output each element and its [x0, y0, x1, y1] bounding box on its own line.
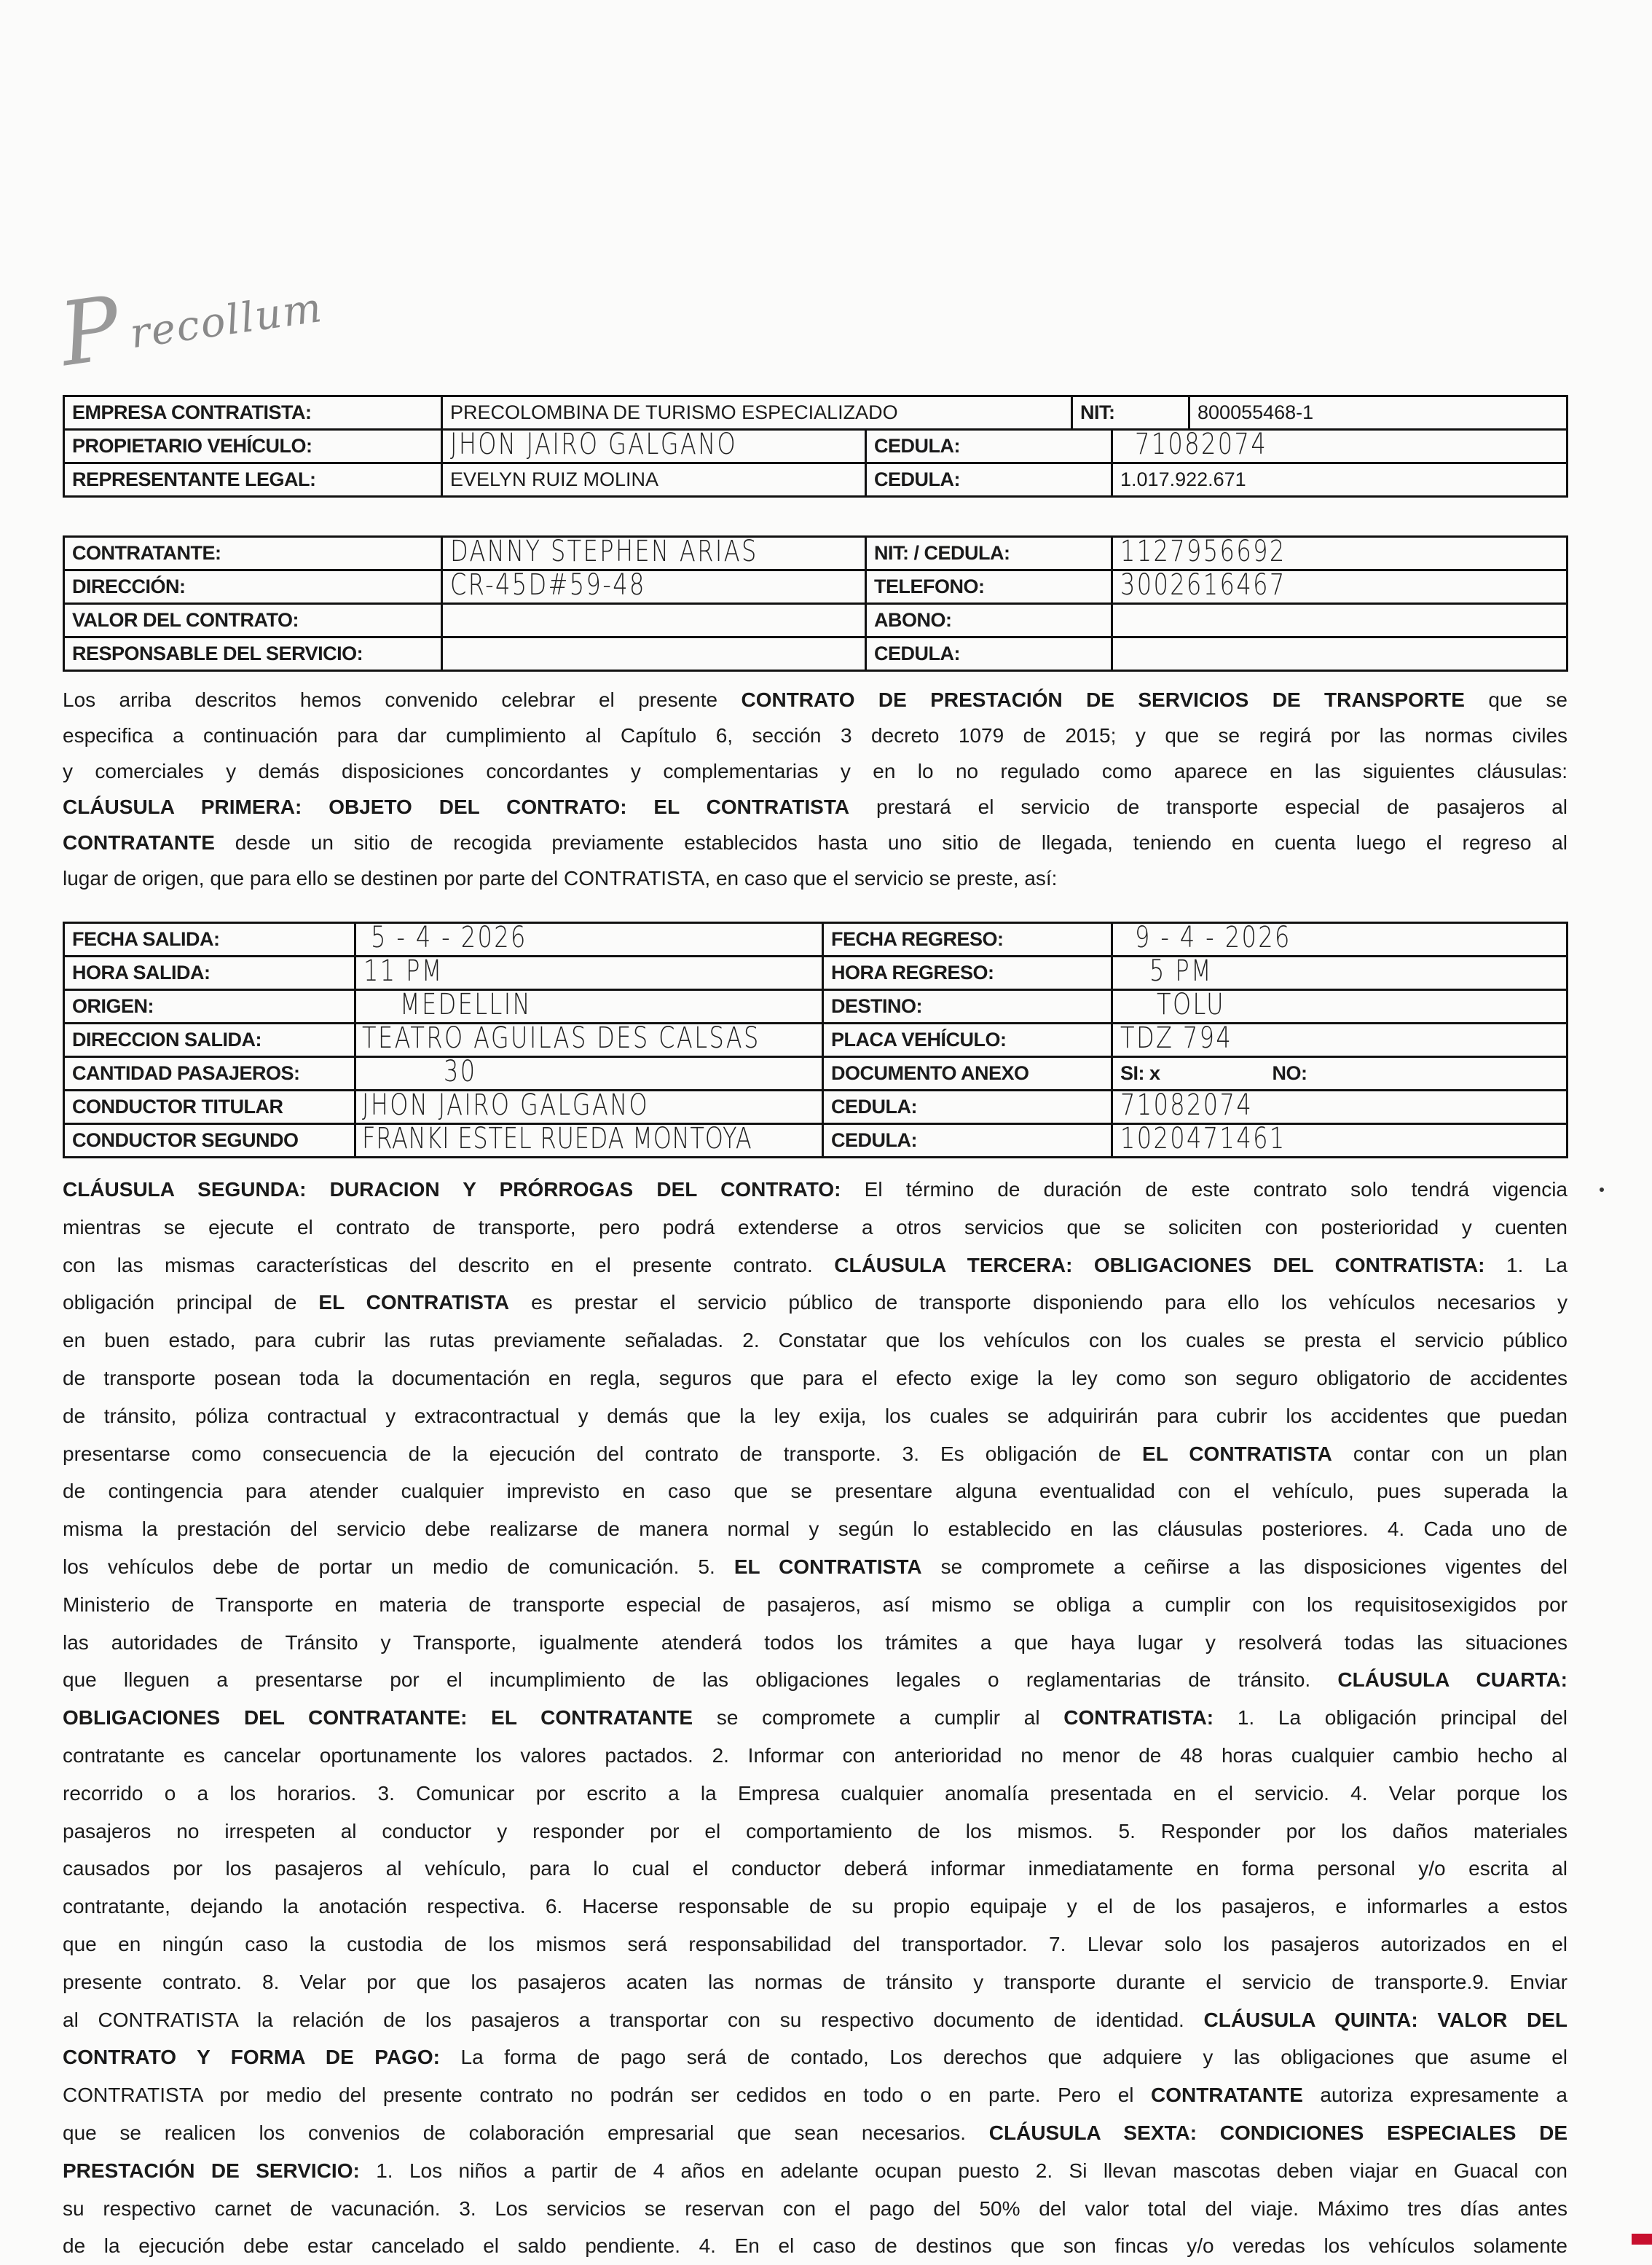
direccion-salida-label: DIRECCION SALIDA: [64, 1024, 355, 1057]
origen-cell [355, 990, 823, 1024]
cedula-label: CEDULA: [866, 637, 1112, 671]
text-line [63, 2076, 1568, 2114]
contratante-cedula: 1127956692 [1120, 535, 1286, 568]
table-row [64, 570, 1568, 604]
text-line [63, 1775, 1568, 1813]
hora-salida-cell [355, 954, 823, 990]
anexo-si-checkbox[interactable]: SI: x [1112, 1057, 1265, 1091]
bold-text: CONTRATANTE [63, 831, 215, 854]
intro-paragraph [63, 682, 1568, 896]
table-row [64, 1057, 1568, 1091]
propietario-value: JHON JAIRO GALGANO [450, 428, 738, 461]
body-text: presentarse como consecuencia de la ejecución del contrato de transporte. 3. Es obligación de [63, 1442, 1143, 1465]
hora-regreso-label: HORA REGRESO: [823, 957, 1112, 990]
body-text: 1. La obligación principal del [1214, 1706, 1568, 1730]
bold-text: EL CONTRATISTA [1142, 1442, 1332, 1465]
hora-regreso-cell [1112, 954, 1568, 990]
bold-text: CONTRATANTE [1150, 2084, 1303, 2107]
table-row [64, 957, 1568, 990]
text-line [63, 1359, 1568, 1397]
company-table [63, 395, 1568, 498]
origen-value: MEDELLIN [400, 988, 532, 1021]
direccion-label: DIRECCIÓN: [64, 570, 442, 604]
body-text: 1. La [1484, 1253, 1568, 1276]
conductor-segundo-value: FRANKI ESTEL RUEDA MONTOYA [362, 1122, 752, 1155]
contratante-label: CONTRATANTE: [64, 537, 442, 570]
text-line [63, 1586, 1568, 1624]
body-text: de tránsito, póliza contractual y extracontractual y demás que la ley exija, los cuales se adquirirán para cubrir los accidentes que puedan [63, 1404, 1568, 1427]
segundo-cedula-value: 1020471461 [1120, 1122, 1286, 1155]
anexo-no-checkbox[interactable]: NO: [1265, 1057, 1568, 1091]
body-text: que en ningún caso la custodia de los mismos será responsabilidad del transportador. 7. Llevar solo los pasajeros autorizados en el [63, 1932, 1568, 1955]
text-line [63, 1435, 1568, 1473]
placa-value: TDZ 794 [1120, 1021, 1233, 1055]
responsable-cedula [1112, 637, 1568, 671]
table-row [64, 923, 1568, 957]
bold-text: CLÁUSULA QUINTA: VALOR DEL [1203, 2008, 1568, 2031]
fecha-salida-cell [355, 923, 823, 957]
contratante-value: DANNY STEPHEN ARIAS [450, 535, 758, 568]
body-text: lugar de origen, que para ello se destinen por parte del CONTRATISTA, en caso que el servicio se preste, así: [63, 867, 1058, 890]
valor-label: VALOR DEL CONTRATO: [64, 604, 442, 637]
bold-text: CONTRATO DE PRESTACIÓN DE SERVICIOS DE TRANSPORTE [741, 688, 1465, 711]
table-row [64, 1124, 1568, 1158]
body-text: con las mismas características del descrito en el presente contrato. [63, 1253, 835, 1276]
body-text: que lleguen a presentarse por el incumplimiento de las obligaciones legales o reglamentarias de tránsito. [63, 1668, 1338, 1692]
body-text: desde un sitio de recogida previamente establecidos hasta uno sitio de llegada, teniendo en cuenta luego el regreso al [214, 831, 1568, 854]
cedula-label: CEDULA: [866, 430, 1112, 463]
red-edge-mark [1632, 2234, 1652, 2245]
text-line [63, 1624, 1568, 1662]
body-text: obligación principal de [63, 1291, 319, 1314]
stray-dot [1600, 1188, 1604, 1192]
text-line [63, 1284, 1568, 1322]
text-line [63, 1397, 1568, 1435]
body-text: misma la prestación del servicio debe realizarse de manera normal y según lo establecido en las cláusulas posteriores. 4. Cada uno de [63, 1518, 1568, 1541]
text-line [63, 1510, 1568, 1548]
body-text: prestará el servicio de transporte especial de pasajeros al [849, 796, 1568, 818]
text-line [63, 1548, 1568, 1586]
origen-label: ORIGEN: [64, 990, 355, 1024]
segundo-cedula-cell [1112, 1124, 1568, 1158]
fecha-regreso-value: 9 - 4 - 2026 [1135, 921, 1291, 954]
body-text: y comerciales y demás disposiciones concordantes y complementarias y en lo no regulado como aparece en las siguientes cláusulas: [63, 760, 1568, 782]
text-line [63, 1813, 1568, 1850]
abono-label: ABONO: [866, 604, 1112, 637]
body-text: su respectivo carnet de vacunación. 3. Los servicios se reservan con el pago del 50% del valor total del viaje. Máximo tres días antes [63, 2197, 1568, 2220]
body-text: pasajeros no irrespeten al conductor y responder por el comportamiento de los mismos. 5. Responder por los daños materiales [63, 1819, 1568, 1842]
hora-regreso-value: 5 PM [1149, 954, 1214, 988]
text-line [63, 1699, 1568, 1737]
nit-label: NIT: [1072, 396, 1189, 430]
body-text: La forma de pago será de contado, Los derechos que adquiere y las obligaciones que asume el [440, 2046, 1568, 2069]
direccion-cell [442, 570, 866, 604]
body-text: mientras se ejecute el contrato de transporte, pero podrá extenderse a otros servicios que se soliciten con posterioridad y cuenten [63, 1215, 1568, 1239]
text-line [63, 1888, 1568, 1926]
text-line [63, 1737, 1568, 1775]
cantidad-pasajeros-label: CANTIDAD PASAJEROS: [64, 1057, 355, 1091]
bold-text: EL CONTRATISTA [733, 1555, 922, 1578]
body-text: es prestar el servicio público de transporte disponiendo para ello los vehículos necesarios y [509, 1291, 1568, 1314]
clauses-paragraph [63, 1171, 1568, 2265]
text-line [63, 1926, 1568, 1963]
text-line [63, 1209, 1568, 1247]
fecha-regreso-cell [1112, 923, 1568, 957]
text-line [63, 1963, 1568, 2001]
telefono-cell [1112, 570, 1568, 604]
direccion-value: CR-45D#59-48 [450, 568, 646, 602]
body-text: contar con un plan [1332, 1442, 1568, 1465]
body-text: Los arriba descritos hemos convenido celebrar el presente [63, 688, 742, 711]
propietario-cell [442, 430, 866, 463]
text-line [63, 1171, 1568, 1209]
body-text: los vehículos debe de portar un medio de comunicación. 5. [63, 1555, 734, 1578]
destino-label: DESTINO: [823, 990, 1112, 1024]
trip-table [63, 922, 1568, 1158]
conductor-titular-cell [355, 1088, 823, 1124]
valor-value [442, 604, 866, 637]
representante-value: EVELYN RUIZ MOLINA [442, 463, 866, 497]
body-text: 1. Los niños a partir de 4 años en adelante ocupan puesto 2. Si llevan mascotas deben viajar en Guacal con [359, 2159, 1568, 2182]
bold-text: CLÁUSULA PRIMERA: OBJETO DEL CONTRATO: EL CONTRATISTA [63, 796, 850, 818]
fecha-salida-label: FECHA SALIDA: [64, 923, 355, 957]
table-row [64, 990, 1568, 1024]
text-line [63, 2190, 1568, 2228]
conductor-titular-value: JHON JAIRO GALGANO [362, 1088, 650, 1122]
body-text: al CONTRATISTA la relación de los pasajeros a transportar con su respectivo documento de identidad. [63, 2008, 1204, 2031]
table-row [64, 463, 1568, 497]
titular-cedula-cell [1112, 1088, 1568, 1124]
body-text: causados por los pasajeros al vehículo, para lo cual el conductor deberá informar inmediatamente en forma personal y/o escrita al [63, 1857, 1568, 1880]
conductor-segundo-label: CONDUCTOR SEGUNDO [64, 1124, 355, 1158]
body-text: que se [1464, 688, 1568, 711]
telefono-value: 3002616467 [1120, 568, 1286, 602]
contratante-cell [442, 537, 866, 570]
cedula-cell [1112, 430, 1568, 463]
cedula-label: CEDULA: [823, 1091, 1112, 1124]
text-line [63, 789, 1568, 825]
bold-text: CONTRATO Y FORMA DE PAGO: [63, 2046, 440, 2069]
titular-cedula-value: 71082074 [1120, 1088, 1254, 1122]
text-line [63, 1247, 1568, 1284]
bold-text: OBLIGACIONES DEL CONTRATANTE: EL CONTRATANTE [63, 1706, 693, 1730]
text-line [63, 1850, 1568, 1888]
bold-text: PRESTACIÓN DE SERVICIO: [63, 2159, 360, 2182]
company-logo: P recollum [53, 278, 326, 387]
responsable-value [442, 637, 866, 671]
table-row [64, 1024, 1568, 1057]
direccion-salida-value: TEATRO AGUILAS DES CALSAS [362, 1021, 760, 1055]
bold-text: CONTRATISTA: [1063, 1706, 1214, 1730]
text-line [63, 860, 1568, 896]
representante-label: REPRESENTANTE LEGAL: [64, 463, 442, 497]
placa-cell [1112, 1021, 1568, 1057]
text-line [63, 2038, 1568, 2076]
conductor-segundo-cell [355, 1124, 823, 1158]
bold-text: CLÁUSULA SEXTA: CONDICIONES ESPECIALES DE [988, 2121, 1568, 2144]
propietario-cedula: 71082074 [1135, 428, 1268, 461]
table-row [64, 537, 1568, 570]
cedula-label: CEDULA: [823, 1124, 1112, 1158]
nit-cedula-label: NIT: / CEDULA: [866, 537, 1112, 570]
table-row [64, 637, 1568, 671]
cantidad-pasajeros-cell [355, 1057, 823, 1091]
body-text: de la ejecución debe estar cancelado el saldo pendiente. 4. En el caso de destinos que son fincas y/o veredas los vehículos solamente [63, 2234, 1568, 2258]
telefono-label: TELEFONO: [866, 570, 1112, 604]
nit-value: 800055468-1 [1189, 396, 1568, 430]
text-line [63, 1322, 1568, 1359]
bold-text: CLÁUSULA SEGUNDA: DURACION Y PRÓRROGAS DEL CONTRATO: [63, 1178, 841, 1201]
body-text: las autoridades de Tránsito y Transporte, igualmente atenderá todos los trámites a que haya lugar y resolverá todas las situaciones [63, 1630, 1568, 1654]
client-table [63, 535, 1568, 672]
responsable-label: RESPONSABLE DEL SERVICIO: [64, 637, 442, 671]
fecha-salida-value: 5 - 4 - 2026 [371, 921, 527, 954]
text-line [63, 2001, 1568, 2039]
placa-label: PLACA VEHÍCULO: [823, 1024, 1112, 1057]
text-line [63, 825, 1568, 860]
table-row [64, 430, 1568, 463]
abono-value [1112, 604, 1568, 637]
body-text: se compromete a ceñirse a las disposiciones vigentes del [921, 1555, 1568, 1578]
body-text: presente contrato. 8. Velar por que los pasajeros acaten las normas de tránsito y transporte durante el servicio de transporte.9. Enviar [63, 1970, 1568, 1993]
body-text: de contingencia para atender cualquier imprevisto en caso que se presentare alguna eventualidad con el vehículo, pues superada la [63, 1480, 1568, 1503]
cantidad-pasajeros-value: 30 [444, 1055, 477, 1088]
text-line [63, 718, 1568, 753]
body-text: que se realicen los convenios de colaboración empresarial que sean necesarios. [63, 2121, 989, 2144]
representante-cedula: 1.017.922.671 [1112, 463, 1568, 497]
text-line [63, 2227, 1568, 2265]
body-text: contratante, dejando la anotación respectiva. 6. Hacerse responsable de su propio equipaje y el de los pasajeros, e informarles a estos [63, 1895, 1568, 1918]
body-text: especifica a continuación para dar cumplimiento al Capítulo 6, sección 3 decreto 1079 de 2015; y que se regirá por las normas civiles [63, 724, 1568, 747]
body-text: contratante es cancelar oportunamente los valores pactados. 2. Informar con anterioridad no menor de 48 horas cualquier cambio hecho al [63, 1743, 1568, 1767]
hora-salida-value: 11 PM [363, 954, 444, 988]
destino-cell [1112, 990, 1568, 1024]
text-line [63, 2152, 1568, 2190]
table-row [64, 604, 1568, 637]
documento-anexo-label: DOCUMENTO ANEXO [823, 1057, 1112, 1091]
body-text: Ministerio de Transporte en materia de transporte especial de pasajeros, así mismo se obliga a cumplir con los requisitosexigidos por [63, 1593, 1568, 1616]
cedula-label: CEDULA: [866, 463, 1112, 497]
propietario-label: PROPIETARIO VEHÍCULO: [64, 430, 442, 463]
empresa-label: EMPRESA CONTRATISTA: [64, 396, 442, 430]
bold-text: CLÁUSULA CUARTA: [1337, 1668, 1568, 1692]
body-text: El término de duración de este contrato solo tendrá vigencia [841, 1178, 1568, 1201]
text-line [63, 2114, 1568, 2152]
destino-value: TOLU [1157, 988, 1225, 1021]
body-text: de transporte posean toda la documentación en regla, seguros que para el efecto exige la ley como son seguro obligatorio de accidentes [63, 1366, 1568, 1389]
table-row [64, 396, 1568, 430]
table-row [64, 1091, 1568, 1124]
body-text: en buen estado, para cubrir las rutas previamente señaladas. 2. Constatar que los vehículos con los cuales se presta el servicio público [63, 1329, 1568, 1352]
empresa-value: PRECOLOMBINA DE TURISMO ESPECIALIZADO [442, 396, 1072, 430]
conductor-titular-label: CONDUCTOR TITULAR [64, 1091, 355, 1124]
fecha-regreso-label: FECHA REGRESO: [823, 923, 1112, 957]
text-line [63, 1661, 1568, 1699]
nit-cedula-cell [1112, 537, 1568, 570]
hora-salida-label: HORA SALIDA: [64, 957, 355, 990]
direccion-salida-cell [355, 1021, 823, 1057]
text-line [63, 1472, 1568, 1510]
body-text: autoriza expresamente a [1302, 2084, 1568, 2107]
body-text: CONTRATISTA por medio del presente contrato no podrán ser cedidos en todo o en parte. Pero el [63, 2084, 1151, 2107]
bold-text: CLÁUSULA TERCERA: OBLIGACIONES DEL CONTRATISTA: [834, 1253, 1485, 1276]
text-line [63, 753, 1568, 789]
text-line [63, 682, 1568, 718]
bold-text: EL CONTRATISTA [318, 1291, 510, 1314]
body-text: se compromete a cumplir al [693, 1706, 1064, 1730]
body-text: recorrido o a los horarios. 3. Comunicar por escrito a la Empresa cualquier anomalía presentada en el servicio. 4. Velar porque los [63, 1781, 1568, 1805]
